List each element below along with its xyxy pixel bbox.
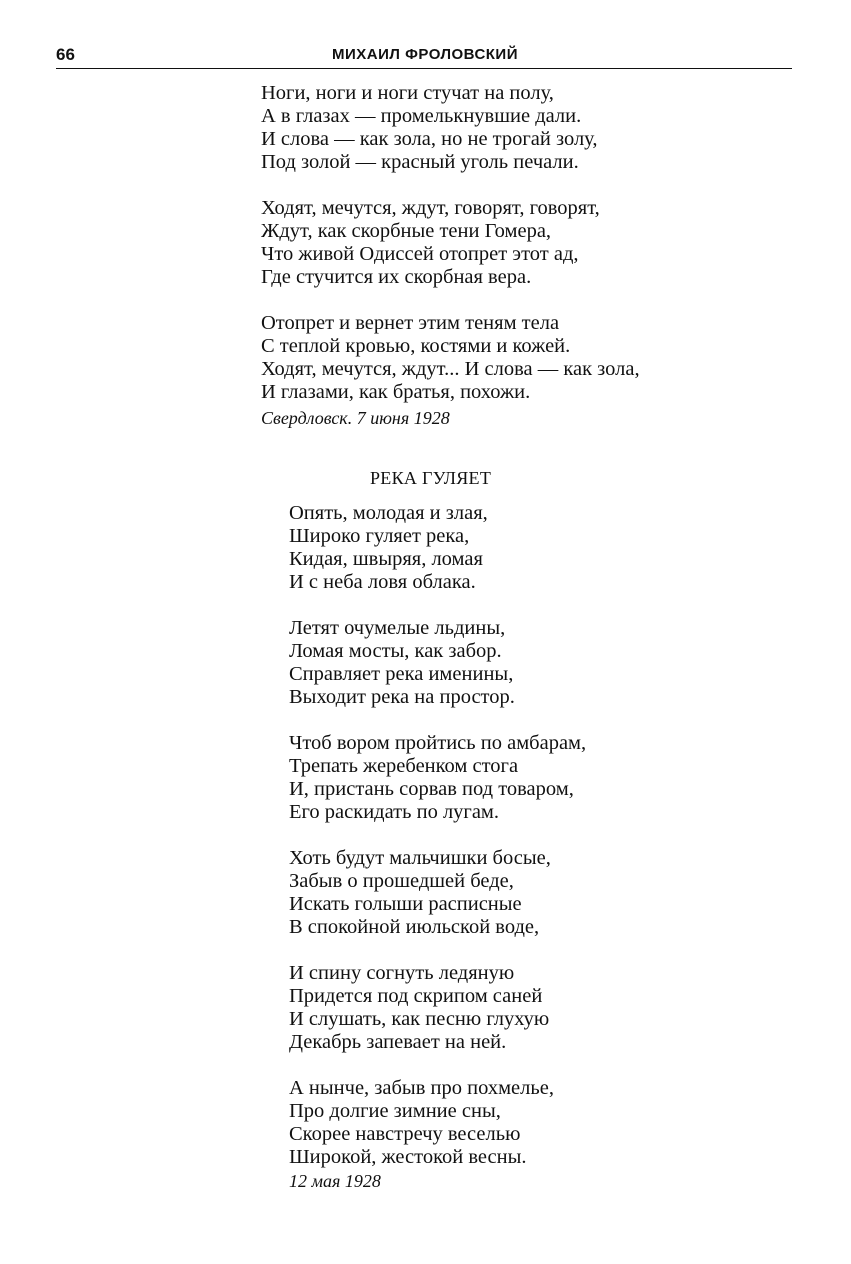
- poem-line: А нынче, забыв про похмелье,: [289, 1077, 554, 1099]
- poem-line: Ноги, ноги и ноги стучат на полу,: [261, 82, 554, 104]
- poem-line: Ходят, мечутся, ждут... И слова — как зола,: [261, 358, 640, 380]
- stanza: [289, 617, 586, 709]
- poem-line: Трепать жеребенком стога: [289, 755, 519, 777]
- poem-line: Где стучится их скорбная вера.: [261, 266, 532, 288]
- stanza: [289, 732, 586, 824]
- poem-line: Отопрет и вернет этим теням тела: [261, 312, 560, 334]
- poem-line: С теплой кровью, костями и кожей.: [261, 335, 571, 357]
- stanza: [261, 312, 640, 404]
- poem-line: И слова — как зола, но не трогай золу,: [261, 128, 598, 150]
- poem-line: Справляет река именины,: [289, 663, 514, 685]
- poem-line: Ходят, мечутся, ждут, говорят, говорят,: [261, 197, 600, 219]
- poem-line: Искать голыши расписные: [289, 893, 522, 915]
- poem-line: Под золой — красный уголь печали.: [261, 151, 579, 173]
- poem-line: Опять, молодая и злая,: [289, 502, 488, 524]
- poem-line: Широко гуляет река,: [289, 525, 470, 547]
- poem-title: РЕКА ГУЛЯЕТ: [370, 468, 492, 488]
- stanza: [289, 502, 586, 594]
- page-number: 66: [56, 45, 75, 64]
- stanza: [261, 197, 640, 289]
- poem-line: А в глазах — промелькнувшие дали.: [261, 105, 582, 127]
- poem-line: Чтоб вором пройтись по амбарам,: [289, 732, 587, 754]
- poem-line: Выходит река на простор.: [289, 686, 515, 708]
- poem-date: Свердловск. 7 июня 1928: [261, 408, 450, 428]
- poem-line: Скорее навстречу веселью: [289, 1123, 521, 1145]
- stanza: [289, 847, 586, 939]
- poem-line: В спокойной июльской воде,: [289, 916, 540, 938]
- stanza: [289, 1077, 586, 1169]
- stanza: [289, 962, 586, 1054]
- poem-line: Ждут, как скорбные тени Гомера,: [261, 220, 552, 242]
- poem-line: Его раскидать по лугам.: [289, 801, 500, 823]
- poem-line: Что живой Одиссей отопрет этот ад,: [261, 243, 579, 265]
- running-head-author: МИХАИЛ ФРОЛОВСКИЙ: [332, 46, 518, 63]
- poem-line: И глазами, как братья, похожи.: [261, 381, 531, 403]
- poem-line: И с неба ловя облака.: [289, 571, 476, 593]
- poem-line: Забыв о прошедшей беде,: [289, 870, 514, 892]
- poem-line: Ломая мосты, как забор.: [289, 640, 502, 662]
- poem-line: Хоть будут мальчишки босые,: [289, 847, 551, 869]
- poem-line: И спину согнуть ледяную: [289, 962, 515, 984]
- poem-reka-gulyaet: [289, 502, 586, 1169]
- poem-line: Придется под скрипом саней: [289, 985, 543, 1007]
- poem-ending: [261, 82, 640, 404]
- poem-line: Широкой, жестокой весны.: [289, 1146, 527, 1168]
- poem-line: Летят очумелые льдины,: [289, 617, 506, 639]
- running-head: [56, 42, 792, 69]
- poem-line: И, пристань сорвав под товаром,: [289, 778, 574, 800]
- poem-line: Декабрь запевает на ней.: [289, 1031, 507, 1053]
- poem-line: И слушать, как песню глухую: [289, 1008, 550, 1030]
- poem-date: 12 мая 1928: [289, 1171, 381, 1191]
- stanza: [261, 82, 640, 174]
- poem-line: Про долгие зимние сны,: [289, 1100, 501, 1122]
- poem-line: Кидая, швыряя, ломая: [289, 548, 483, 570]
